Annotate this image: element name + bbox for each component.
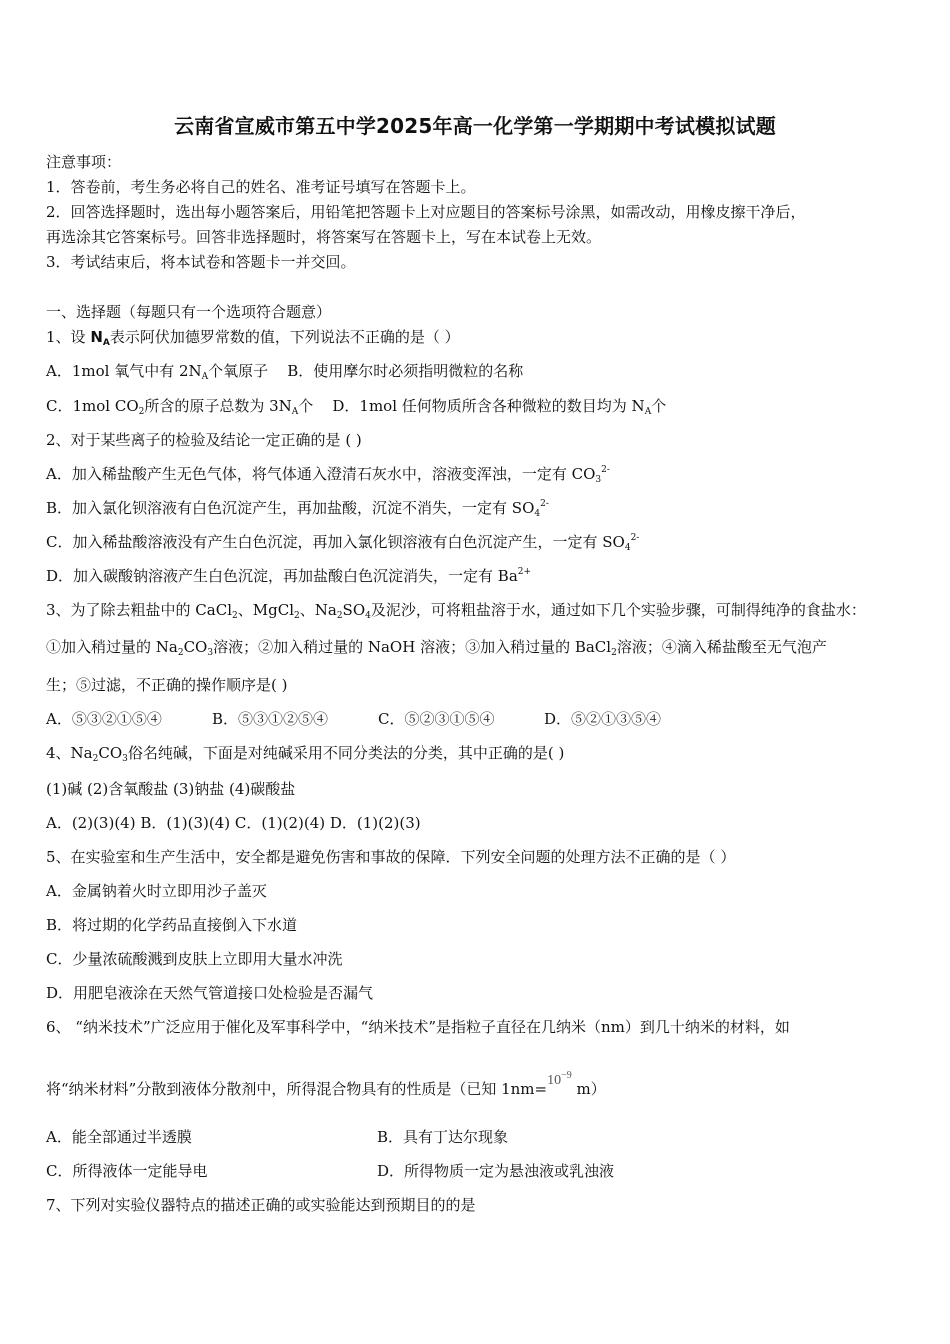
question-2-option-a: A．加入稀盐酸产生无色气体，将气体通入澄清石灰水中，溶液变浑浊，一定有 $CO_3^{2-}$: [46, 465, 610, 485]
question-4-items: (1)碱 (2)含氧酸盐 (3)钠盐 (4)碳酸盐: [46, 780, 296, 798]
question-5-stem: 5、在实验室和生产生活中，安全都是避免伤害和事故的保障．下列安全问题的处理方法不正确的是（ ）: [46, 848, 736, 866]
option-c: C．⑤②③①⑤④: [378, 710, 495, 728]
question-5-option-a: A．金属钠着火时立即用沙子盖灭: [46, 882, 267, 900]
question-3-options: [46, 709, 679, 729]
question-5-option-d: D．用肥皂液涂在天然气管道接口处检验是否漏气: [46, 984, 374, 1002]
option-b: B．⑤③①②⑤④: [212, 710, 329, 728]
question-1-options-ab: [46, 361, 523, 381]
question-5-option-b: B．将过期的化学药品直接倒入下水道: [46, 916, 298, 934]
notice-item-2b: 再选涂其它答案标号。回答非选择题时，将答案写在答题卡上，写在本试卷上无效。: [46, 228, 602, 246]
option-d: D．⑤②①③⑤④: [544, 710, 662, 728]
question-6-line-1: 6、 “纳米技术”广泛应用于催化及军事科学中，“纳米技术”是指粒子直径在几纳米（nm）到几十纳米的材料，如: [46, 1018, 790, 1036]
notice-item-1: 1．答卷前，考生务必将自己的姓名、准考证号填写在答题卡上。: [46, 178, 476, 196]
question-3-line-1: 3、为了除去粗盐中的 CaCl$_2$、MgCl$_2$、$Na_2SO_4$及泥沙，可将粗盐溶于水，通过如下几个实验步骤，可制得纯净的食盐水：: [46, 601, 866, 621]
question-2-option-b: B．加入氯化钡溶液有白色沉淀产生，再加盐酸，沉淀不消失，一定有 $SO_4^{2-}$: [46, 499, 549, 519]
question-7-stem: 7、下列对实验仪器特点的描述正确的或实验能达到预期目的的是: [46, 1196, 476, 1214]
question-6-options-ab: [46, 1127, 192, 1147]
question-4-options: A．(2)(3)(4) B．(1)(3)(4) C．(1)(2)(4) D．(1)(2)(3): [46, 814, 421, 832]
question-6-option-b: B．具有丁达尔现象: [377, 1128, 509, 1146]
question-3-line-3: 生；⑤过滤，不正确的操作顺序是( ): [46, 676, 288, 694]
notice-item-2a: 2．回答选择题时，选出每小题答案后，用铅笔把答题卡上对应题目的答案标号涂黑，如需改动，用橡皮擦干净后，: [46, 203, 806, 221]
question-4-stem: 4、$Na_2CO_3$俗名纯碱，下面是对纯碱采用不同分类法的分类，其中正确的是( ): [46, 744, 565, 764]
page-title: 云南省宣威市第五中学2025年高一化学第一学期期中考试模拟试题: [174, 114, 776, 138]
option-c: C．1mol $CO_2$所含的原子总数为 $3N_A$个: [46, 397, 314, 417]
option-d: D．1mol 任何物质所含各种微粒的数目均为 $N_A$个: [332, 397, 667, 417]
notice-heading: 注意事项：: [46, 153, 122, 171]
question-6-line-2: 将“纳米材料”分散到液体分散剂中，所得混合物具有的性质是（已知 $1nm=10^{-9}$ m）: [46, 1070, 606, 1098]
question-6-option-d: D．所得物质一定为悬浊液或乳浊液: [377, 1162, 615, 1180]
notice-item-3: 3．考试结束后，将本试卷和答题卡一并交回。: [46, 253, 356, 271]
question-2-stem: 2、对于某些离子的检验及结论一定正确的是 ( ): [46, 431, 362, 449]
power-of-ten: $10^{-9}$: [547, 1070, 572, 1088]
question-2-option-c: C．加入稀盐酸溶液没有产生白色沉淀，再加入氯化钡溶液有白色沉淀产生，一定有 $SO_4^{2-}$: [46, 533, 640, 553]
question-1-stem: 1、设 $N_A$表示阿伏加德罗常数的值，下列说法不正确的是（ ）: [46, 328, 460, 348]
question-2-option-d: D．加入碳酸钠溶液产生白色沉淀，再加盐酸白色沉淀消失，一定有 $Ba^{2+}$: [46, 567, 532, 585]
question-6-option-c: C．所得液体一定能导电: [46, 1162, 208, 1180]
question-5-option-c: C．少量浓硫酸溅到皮肤上立即用大量水冲洗: [46, 950, 343, 968]
question-3-line-2: ①加入稍过量的 $Na_2CO_3$溶液；②加入稍过量的 NaOH 溶液；③加入稍过量的 BaCl$_2$溶液；④滴入稀盐酸至无气泡产: [46, 638, 827, 658]
option-a: A．1mol 氧气中有 $2N_A$个氧原子: [46, 362, 269, 382]
option-a: A．能全部通过半透膜: [46, 1128, 192, 1146]
question-1-options-cd: [46, 396, 666, 416]
option-b: B．使用摩尔时必须指明微粒的名称: [287, 362, 524, 380]
option-a: A．⑤③②①⑤④: [46, 710, 162, 728]
section-heading: 一、选择题（每题只有一个选项符合题意）: [46, 303, 332, 321]
